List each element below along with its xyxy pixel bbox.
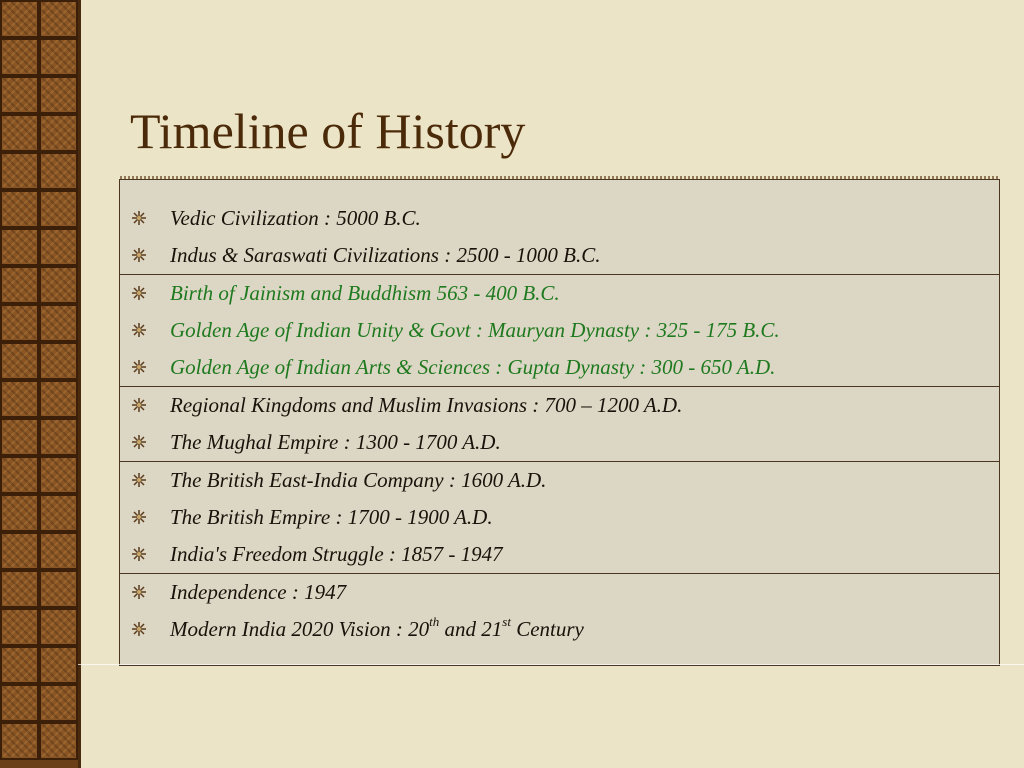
timeline-group-modern xyxy=(120,574,999,648)
list-item xyxy=(120,387,999,424)
border-tile xyxy=(0,608,39,646)
asterisk-star-icon xyxy=(132,585,146,599)
timeline-group-golden-age xyxy=(120,275,999,387)
timeline-entry: Regional Kingdoms and Muslim Invasions : 700 – 1200 A.D. xyxy=(170,393,683,417)
border-tile xyxy=(39,190,78,228)
list-item xyxy=(120,237,999,274)
superscript-th: th xyxy=(429,614,440,629)
timeline-entry: Independence : 1947 xyxy=(170,580,347,604)
border-tile xyxy=(0,0,39,38)
border-tile xyxy=(39,532,78,570)
list-item xyxy=(120,349,999,386)
entry-text: Century xyxy=(510,617,584,641)
timeline-content-box xyxy=(119,179,1000,666)
border-tile xyxy=(0,228,39,266)
border-tile xyxy=(39,456,78,494)
timeline-group-ancient xyxy=(120,180,999,275)
border-tile xyxy=(39,38,78,76)
border-tile xyxy=(39,608,78,646)
asterisk-star-icon xyxy=(132,622,146,636)
list-item xyxy=(120,462,999,499)
border-tile xyxy=(0,266,39,304)
border-tile xyxy=(0,570,39,608)
superscript-st: st xyxy=(502,614,511,629)
border-tile xyxy=(39,646,78,684)
border-tile xyxy=(0,152,39,190)
asterisk-star-icon xyxy=(132,248,146,262)
border-tile xyxy=(0,342,39,380)
slide-title: Timeline of History xyxy=(130,103,526,159)
border-tile xyxy=(39,76,78,114)
border-tile xyxy=(39,266,78,304)
list-item xyxy=(120,424,999,461)
asterisk-star-icon xyxy=(132,510,146,524)
border-tile xyxy=(0,304,39,342)
timeline-entry: Golden Age of Indian Unity & Govt : Mauryan Dynasty : 325 - 175 B.C. xyxy=(170,318,780,342)
border-tile xyxy=(39,114,78,152)
border-tile xyxy=(0,532,39,570)
asterisk-star-icon xyxy=(132,286,146,300)
timeline-entry: Vedic Civilization : 5000 B.C. xyxy=(170,206,421,230)
bottom-divider xyxy=(78,664,1024,665)
timeline-entry: Birth of Jainism and Buddhism 563 - 400 B.C. xyxy=(170,281,560,305)
border-tile xyxy=(39,304,78,342)
timeline-group-british xyxy=(120,462,999,574)
border-tile xyxy=(0,114,39,152)
border-tile xyxy=(39,684,78,722)
border-tile xyxy=(0,494,39,532)
border-tile xyxy=(39,228,78,266)
asterisk-star-icon xyxy=(132,473,146,487)
timeline-entry: India's Freedom Struggle : 1857 - 1947 xyxy=(170,542,503,566)
list-item xyxy=(120,312,999,349)
timeline-entry: The British East-India Company : 1600 A.D. xyxy=(170,468,547,492)
asterisk-star-icon xyxy=(132,435,146,449)
asterisk-star-icon xyxy=(132,323,146,337)
asterisk-star-icon xyxy=(132,547,146,561)
list-item xyxy=(120,611,999,648)
border-tile xyxy=(39,722,78,760)
timeline-entry: The Mughal Empire : 1300 - 1700 A.D. xyxy=(170,430,501,454)
timeline-entry: Indus & Saraswati Civilizations : 2500 - 1000 B.C. xyxy=(170,243,601,267)
timeline-entry: The British Empire : 1700 - 1900 A.D. xyxy=(170,505,493,529)
list-item xyxy=(120,499,999,536)
border-tile xyxy=(0,684,39,722)
border-tile xyxy=(39,494,78,532)
border-tile xyxy=(39,570,78,608)
border-tile xyxy=(0,190,39,228)
border-tile xyxy=(0,380,39,418)
timeline-group-medieval xyxy=(120,387,999,462)
border-tile xyxy=(0,418,39,456)
border-tile xyxy=(0,722,39,760)
list-item xyxy=(120,275,999,312)
asterisk-star-icon xyxy=(132,211,146,225)
border-tile xyxy=(0,646,39,684)
asterisk-star-icon xyxy=(132,360,146,374)
list-item xyxy=(120,574,999,611)
list-item xyxy=(120,200,999,237)
asterisk-star-icon xyxy=(132,398,146,412)
border-tile xyxy=(39,152,78,190)
border-tile xyxy=(39,380,78,418)
list-item xyxy=(120,536,999,573)
border-tile xyxy=(39,0,78,38)
timeline-entry: Golden Age of Indian Arts & Sciences : Gupta Dynasty : 300 - 650 A.D. xyxy=(170,355,776,379)
border-tile xyxy=(39,342,78,380)
timeline-entry-modern-india xyxy=(170,614,584,642)
entry-text: Modern India 2020 Vision : 20 xyxy=(170,617,430,641)
border-tile xyxy=(0,456,39,494)
border-tile xyxy=(0,76,39,114)
decorative-side-border xyxy=(0,0,81,768)
entry-text: and 21 xyxy=(439,617,503,641)
border-tile xyxy=(0,38,39,76)
border-tile xyxy=(39,418,78,456)
